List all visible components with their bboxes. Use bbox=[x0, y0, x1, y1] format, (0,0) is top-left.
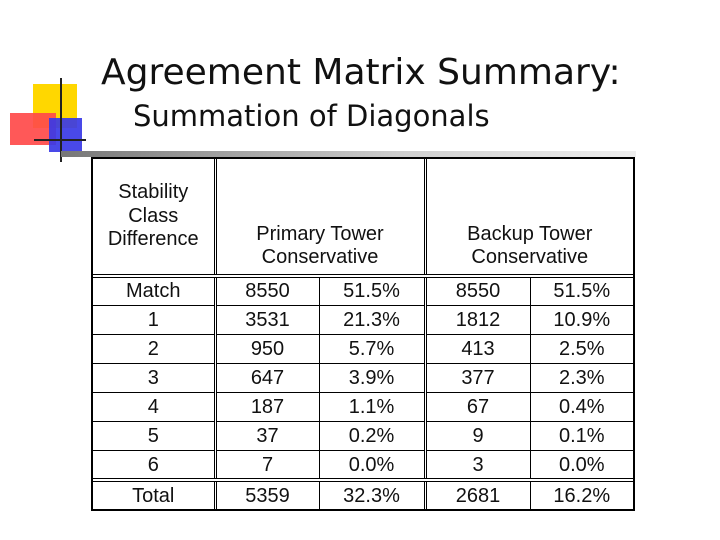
table-total-row bbox=[93, 480, 633, 509]
table-row bbox=[93, 276, 633, 305]
primary-count: 7 bbox=[215, 451, 319, 480]
decor-horizontal-line bbox=[34, 139, 86, 141]
backup-pct: 51.5% bbox=[553, 280, 611, 303]
header-line: Stability bbox=[118, 181, 189, 204]
primary-count: 37 bbox=[215, 422, 319, 451]
total-primary-pct: 32.3% bbox=[319, 480, 425, 509]
table-row bbox=[93, 363, 633, 392]
primary-count: 8550 bbox=[215, 276, 319, 305]
row-label: 5 bbox=[93, 422, 215, 451]
row-label: Match bbox=[93, 276, 215, 305]
backup-count: 413 bbox=[425, 334, 530, 363]
backup-pct: 0.0% bbox=[558, 453, 605, 476]
row-label: 2 bbox=[93, 334, 215, 363]
primary-pct: 0.0% bbox=[319, 451, 425, 480]
decor-blue-square bbox=[49, 118, 82, 152]
header-stability-class-difference bbox=[93, 159, 215, 276]
backup-pct: 0.4% bbox=[558, 396, 605, 419]
header-line: Class bbox=[128, 204, 179, 227]
backup-count: 3 bbox=[425, 451, 530, 480]
primary-pct: 51.5% bbox=[319, 276, 425, 305]
backup-pct: 2.3% bbox=[558, 366, 605, 389]
primary-count: 950 bbox=[215, 334, 319, 363]
row-label: 6 bbox=[93, 451, 215, 480]
table-row bbox=[93, 393, 633, 422]
table-header-row bbox=[93, 159, 633, 276]
row-label: 3 bbox=[93, 363, 215, 392]
primary-pct: 21.3% bbox=[319, 305, 425, 334]
row-label: 4 bbox=[93, 393, 215, 422]
total-primary-count: 5359 bbox=[215, 480, 319, 509]
backup-pct: 10.9% bbox=[553, 308, 611, 331]
header-line: Difference bbox=[107, 228, 199, 251]
header-primary-tower bbox=[215, 159, 425, 276]
slide-title: Agreement Matrix Summary: bbox=[101, 52, 621, 93]
backup-count: 8550 bbox=[425, 276, 530, 305]
decor-vertical-line bbox=[60, 78, 62, 162]
header-line: Conservative bbox=[471, 246, 589, 269]
header-line: Conservative bbox=[261, 246, 379, 269]
primary-pct: 5.7% bbox=[319, 334, 425, 363]
total-backup-pct: 16.2% bbox=[553, 484, 611, 507]
primary-count: 647 bbox=[215, 363, 319, 392]
table-row bbox=[93, 334, 633, 363]
primary-count: 3531 bbox=[215, 305, 319, 334]
primary-pct: 0.2% bbox=[319, 422, 425, 451]
header-line: Backup Tower bbox=[467, 222, 593, 245]
header-backup-tower bbox=[425, 159, 633, 276]
primary-pct: 3.9% bbox=[319, 363, 425, 392]
total-label: Total bbox=[93, 480, 215, 509]
slide-subtitle: Summation of Diagonals bbox=[133, 99, 490, 133]
table-row bbox=[93, 422, 633, 451]
table-row bbox=[93, 451, 633, 480]
primary-count: 187 bbox=[215, 393, 319, 422]
backup-count: 67 bbox=[425, 393, 530, 422]
total-backup-count: 2681 bbox=[425, 480, 530, 509]
backup-count: 377 bbox=[425, 363, 530, 392]
backup-count: 1812 bbox=[425, 305, 530, 334]
row-label: 1 bbox=[93, 305, 215, 334]
agreement-table bbox=[91, 157, 635, 511]
backup-count: 9 bbox=[425, 422, 530, 451]
backup-pct: 0.1% bbox=[558, 425, 605, 448]
backup-pct: 2.5% bbox=[558, 337, 605, 360]
primary-pct: 1.1% bbox=[319, 393, 425, 422]
table-row bbox=[93, 305, 633, 334]
header-line: Primary Tower bbox=[256, 222, 384, 245]
